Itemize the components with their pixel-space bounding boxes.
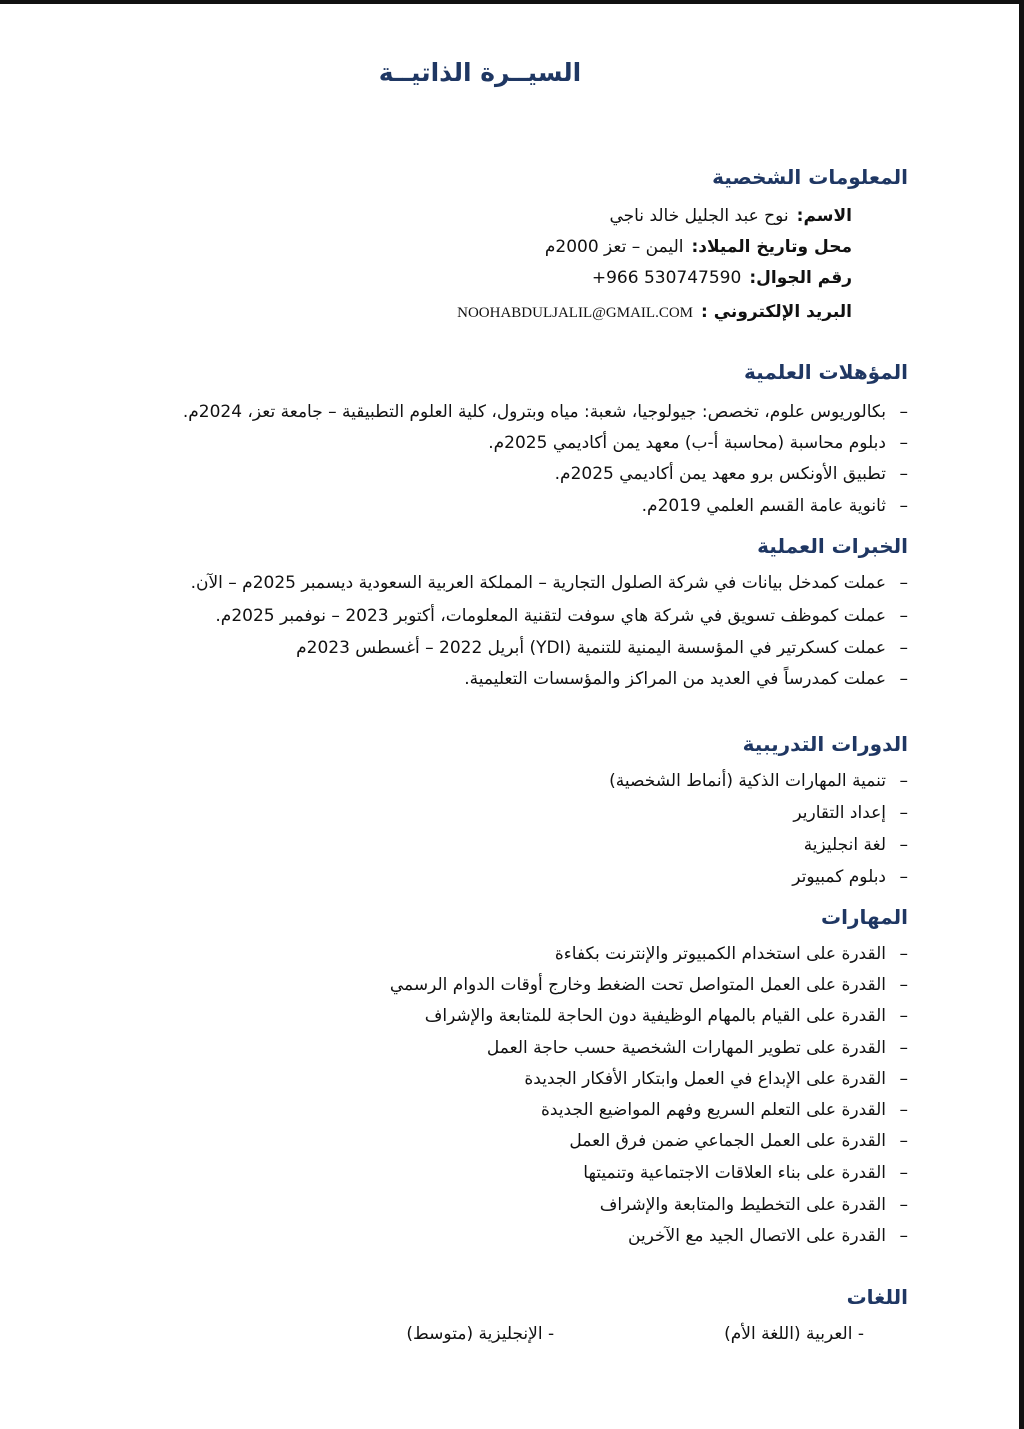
language-item-english: - الإنجليزية (متوسط) [406,1324,555,1344]
bullet-dash: – [899,1195,908,1215]
languages-row [406,1324,864,1344]
email-line [457,302,852,322]
languages-heading: اللغات [846,1285,908,1309]
bullet-dash: – [899,944,908,964]
course-item: تنمية المهارات الذكية (أنماط الشخصية) [609,771,886,791]
phone-line [592,268,852,288]
skill-item: القدرة على بناء العلاقات الاجتماعية وتنميتها [583,1163,886,1183]
name-label: الاسم: [796,206,852,226]
bullet-dash: – [899,771,908,791]
experience-heading: الخبرات العملية [757,534,908,558]
bullet-dash: – [899,1069,908,1089]
birth-label: محل وتاريخ الميلاد: [691,237,852,257]
document-title: السيــرة الذاتيــة [378,58,582,87]
name-line [609,206,852,226]
skill-item: القدرة على القيام بالمهام الوظيفية دون الحاجة للمتابعة والإشراف [424,1006,886,1026]
course-item: إعداد التقارير [793,803,886,823]
bullet-dash: – [899,496,908,516]
experience-item: عملت كمدرساً في العديد من المراكز والمؤسسات التعليمية. [464,669,886,689]
bullet-dash: – [899,669,908,689]
bullet-dash: – [899,606,908,626]
bullet-dash: – [899,835,908,855]
frame-top-border [0,0,1024,4]
bullet-dash: – [899,464,908,484]
qualification-item: بكالوريوس علوم، تخصص: جيولوجيا، شعبة: مياه وبترول، كلية العلوم التطبيقية – جامعة تعز، 2024م. [182,402,886,422]
skill-item: القدرة على التعلم السريع وفهم المواضيع الجديدة [540,1100,886,1120]
qualifications-heading: المؤهلات العلمية [744,360,908,384]
email-value: NOOHABDULJALIL@GMAIL.COM [457,305,694,321]
qualification-item: دبلوم محاسبة (محاسبة أ-ب) معهد يمن أكاديمي 2025م. [488,433,886,453]
experience-item: عملت كمدخل بيانات في شركة الصلول التجارية – المملكة العربية السعودية ديسمبر 2025م – الآن. [190,573,886,593]
course-item: لغة انجليزية [803,835,886,855]
birth-value: اليمن – تعز 2000م [544,237,684,257]
bullet-dash: – [899,1006,908,1026]
name-value: نوح عبد الجليل خالد ناجي [609,206,789,226]
bullet-dash: – [899,433,908,453]
email-label: البريد الإلكتروني : [701,302,852,322]
skill-item: القدرة على الاتصال الجيد مع الآخرين [628,1226,886,1246]
birth-line [545,237,852,257]
qualification-item: ثانوية عامة القسم العلمي 2019م. [641,496,886,516]
skill-item: القدرة على استخدام الكمبيوتر والإنترنت بكفاءة [554,944,886,964]
bullet-dash: – [899,803,908,823]
skill-item: القدرة على التخطيط والمتابعة والإشراف [599,1195,886,1215]
bullet-dash: – [899,1100,908,1120]
frame-right-border [1019,0,1024,1429]
experience-item: عملت كموظف تسويق في شركة هاي سوفت لتقنية المعلومات، أكتوبر 2023 – نوفمبر 2025م. [215,606,886,626]
experience-item: عملت كسكرتير في المؤسسة اليمنية للتنمية (YDI) أبريل 2022 – أغسطس 2023م [296,638,886,658]
bullet-dash: – [899,402,908,422]
phone-label: رقم الجوال: [749,268,852,288]
skill-item: القدرة على العمل الجماعي ضمن فرق العمل [569,1131,886,1151]
skill-item: القدرة على تطوير المهارات الشخصية حسب حاجة العمل [486,1038,886,1058]
personal-info-heading: المعلومات الشخصية [712,165,908,189]
phone-value: +966 530747590 [591,268,742,288]
bullet-dash: – [899,1038,908,1058]
bullet-dash: – [899,867,908,887]
bullet-dash: – [899,1163,908,1183]
course-item: دبلوم كمبيوتر [792,867,886,887]
bullet-dash: – [899,573,908,593]
skill-item: القدرة على الإبداع في العمل وابتكار الأفكار الجديدة [524,1069,886,1089]
language-item-arabic: - العربية (اللغة الأم) [724,1324,864,1344]
qualification-item: تطبيق الأونكس برو معهد يمن أكاديمي 2025م. [554,464,886,484]
courses-heading: الدورات التدريبية [742,732,908,756]
skills-heading: المهارات [821,905,908,929]
bullet-dash: – [899,638,908,658]
skill-item: القدرة على العمل المتواصل تحت الضغط وخارج أوقات الدوام الرسمي [389,975,886,995]
bullet-dash: – [899,1131,908,1151]
bullet-dash: – [899,975,908,995]
bullet-dash: – [899,1226,908,1246]
